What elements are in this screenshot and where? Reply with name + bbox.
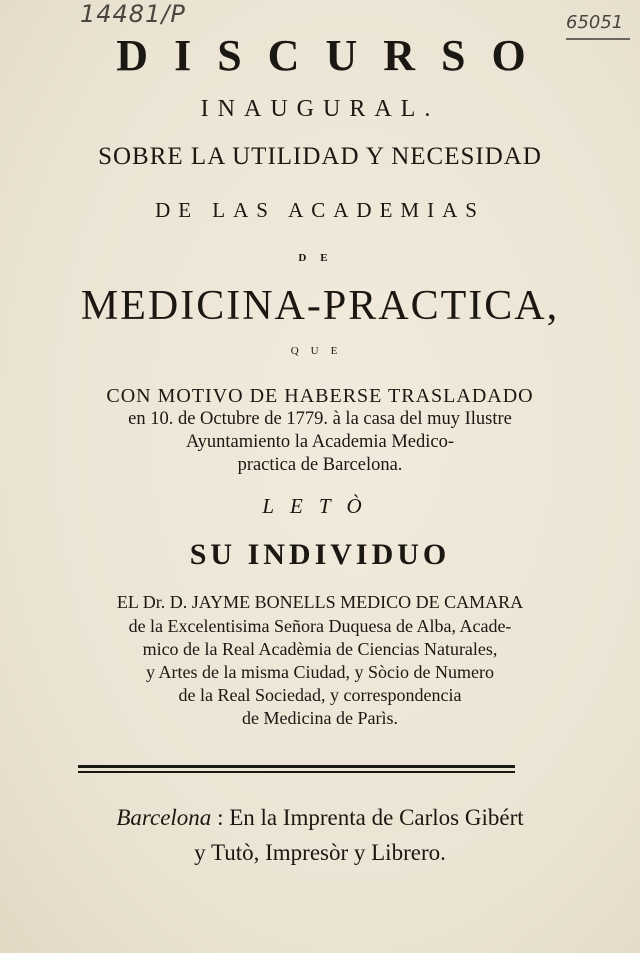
title-academias: DE LAS ACADEMIAS <box>155 198 485 222</box>
author-line-3: mico de la Real Acadèmia de Ciencias Naturales, <box>142 639 498 659</box>
manuscript-number: 65051 <box>566 12 624 33</box>
occasion-line-4: practica de Barcelona. <box>237 455 403 475</box>
su-individuo-heading: SU INDIVIDUO <box>189 538 451 571</box>
imprint-line-2: y Tutò, Impresòr y Librero. <box>194 840 446 865</box>
title-sobre: SOBRE LA UTILIDAD Y NECESIDAD <box>98 143 542 170</box>
occasion-line-1: CON MOTIVO DE HABERSE TRASLADADO <box>106 385 534 407</box>
author-line-5: de la Real Sociedad, y correspondencia <box>178 685 462 705</box>
title-medicina-practica: MEDICINA-PRACTICA, <box>80 283 560 329</box>
imprint-place: Barcelona <box>116 805 212 830</box>
imprint-line-1 <box>0 805 640 831</box>
manuscript-shelfmark: 14481/P <box>80 0 186 28</box>
author-line-1: EL Dr. D. JAYME BONELLS MEDICO DE CAMARA <box>116 592 524 612</box>
title-de: DE <box>298 252 342 264</box>
title-inaugural: INAUGURAL. <box>200 96 440 122</box>
title-que: QUE <box>290 345 350 357</box>
author-line-2: de la Excelentisima Señora Duquesa de Alba, Acade- <box>128 616 512 636</box>
imprint-printer: : En la Imprenta de Carlos Gibért <box>211 805 524 830</box>
occasion-line-2: en 10. de Octubre de 1779. à la casa del muy Ilustre <box>128 409 512 429</box>
occasion-line-3: Ayuntamiento la Academia Medico- <box>185 432 454 452</box>
divider-rule-thick <box>78 765 515 768</box>
author-line-4: y Artes de la misma Ciudad, y Sòcio de Numero <box>146 662 494 682</box>
divider-rule-thin <box>78 771 515 773</box>
leto-heading: LETÒ <box>262 494 378 518</box>
author-line-6: de Medicina de Parìs. <box>242 708 398 728</box>
title-discurso: DISCURSO <box>116 31 552 80</box>
